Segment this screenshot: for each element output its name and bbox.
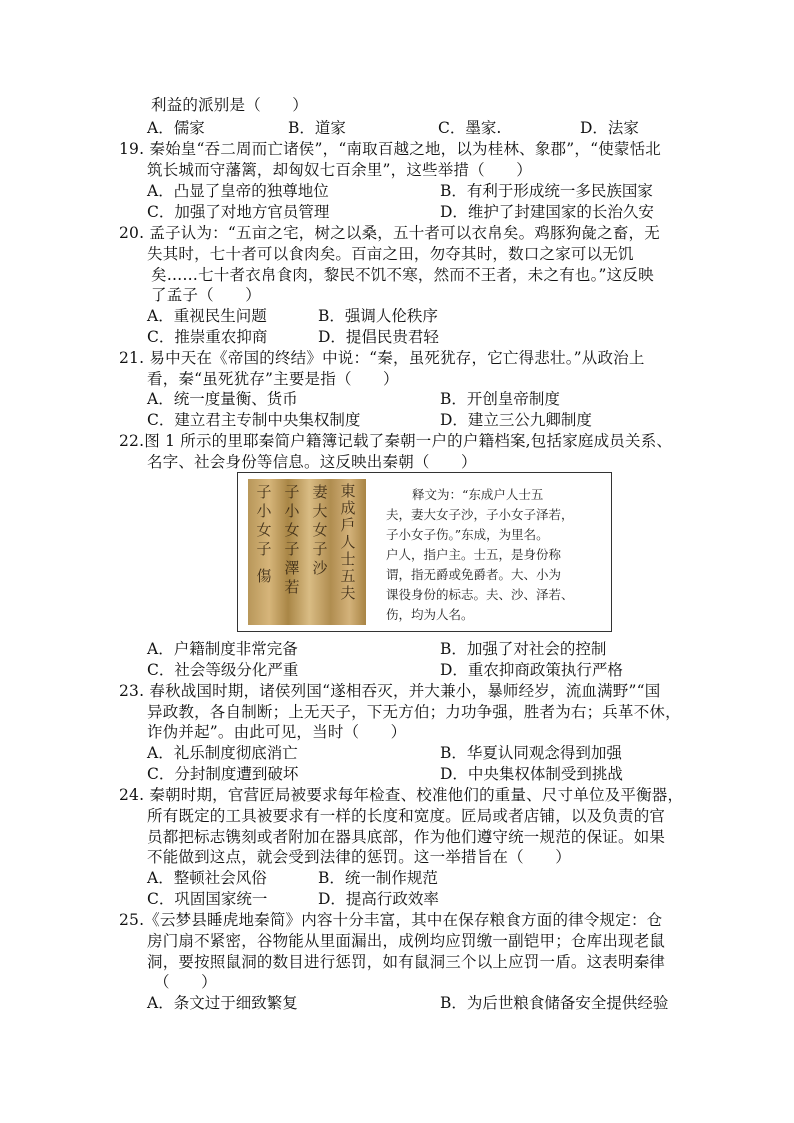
q20-option-b[interactable]: B．强调人伦秩序 [318, 307, 438, 325]
q18-option-a[interactable]: A．儒家 [147, 119, 205, 137]
q22-option-a[interactable]: A．户籍制度非常完备 [147, 640, 298, 658]
q18-option-c[interactable]: C．墨家. [438, 119, 502, 137]
q25-stem-line: 25.《云梦县睡虎地秦简》内容十分丰富，其中在保存粮食方面的律令规定：仓 [119, 911, 663, 929]
q25-option-b[interactable]: B．为后世粮食储备安全提供经验 [440, 994, 669, 1012]
bamboo-slip-photo [248, 479, 366, 625]
slip-column: 子 小 女 子 澤 若 [284, 483, 300, 596]
q18-option-b[interactable]: B．道家 [288, 119, 346, 137]
q22-option-c[interactable]: C．社会等级分化严重 [147, 661, 299, 679]
q25-stem-line: 房门扇不紧密，谷物能从里面漏出，成例均应罚缴一副铠甲；仓库出现老鼠 [147, 932, 666, 950]
slip-column: 妻 大 女 子 沙 [312, 483, 328, 577]
q22-option-b[interactable]: B．加强了对社会的控制 [440, 640, 607, 658]
q21-option-c[interactable]: C．建立君主专制中央集权制度 [147, 411, 361, 429]
q25-stem-line: 洞，要按照鼠洞的数目进行惩罚，如有鼠洞三个以上应罚一盾。这表明秦律 [147, 953, 666, 971]
q24-option-b[interactable]: B．统一制作规范 [318, 869, 438, 887]
q21-stem-line: 21. 易中天在《帝国的终结》中说：“秦，虽死犹存，它亡得悲壮。”从政治上 [119, 349, 645, 367]
q18-option-d[interactable]: D．法家 [580, 119, 639, 137]
q24-option-a[interactable]: A．整顿社会风俗 [147, 869, 267, 887]
q21-option-b[interactable]: B．开创皇帝制度 [440, 390, 560, 408]
q23-option-b[interactable]: B．华夏认同观念得到加强 [440, 744, 622, 762]
q22-stem-line: 22.图 1 所示的里耶秦简户籍簿记载了秦朝一户的户籍档案,包括家庭成员关系、 [119, 432, 673, 450]
q21-option-d[interactable]: D．建立三公九卿制度 [440, 411, 592, 429]
q23-option-a[interactable]: A．礼乐制度彻底消亡 [147, 744, 298, 762]
q24-option-c[interactable]: C．巩固国家统一 [147, 890, 268, 908]
q19-stem-line: 筑长城而守藩篱，却匈奴七百余里”，这些举措（ ） [147, 161, 532, 179]
slip-column: 東 成 戶 人 士 五 夫 [340, 482, 356, 602]
q20-stem-line: 失其时，七十者可以食肉矣。百亩之田，勿夺其时，数口之家可以无饥 [147, 245, 634, 263]
q23-option-c[interactable]: C．分封制度遭到破坏 [147, 765, 299, 783]
q20-option-a[interactable]: A．重视民生问题 [147, 307, 267, 325]
q23-option-d[interactable]: D．中央集权体制受到挑战 [440, 765, 623, 783]
q22-option-d[interactable]: D．重农抑商政策执行严格 [440, 661, 623, 679]
q23-stem-line: 23. 春秋战国时期，诸侯列国“遂相吞灭，并大兼小，暴师经岁，流血满野”“国 [119, 682, 661, 700]
q20-option-c[interactable]: C．推崇重农抑商 [147, 328, 268, 346]
q24-stem-line: 不能做到这点，就会受到法律的惩罚。这一举措旨在（ ） [147, 848, 571, 866]
q19-stem-line: 19. 秦始皇“吞二周而亡诸侯”，“南取百越之地，以为桂林、象郡”，“使蒙恬北 [119, 140, 661, 158]
slip-column: 子 小 女 子 傷 [256, 483, 272, 585]
q20-stem-line: 矣……七十者衣帛食肉，黎民不饥不寒，然而不王者，未之有也。”这反映 [151, 266, 654, 284]
q19-option-b[interactable]: B．有利于形成统一多民族国家 [440, 182, 653, 200]
q18-stem-line: 利益的派别是（ ） [151, 96, 309, 114]
q21-stem-line: 看，秦“虽死犹存”主要是指（ ） [147, 370, 399, 388]
q19-option-a[interactable]: A．凸显了皇帝的独尊地位 [147, 182, 329, 200]
q24-option-d[interactable]: D．提高行政效率 [318, 890, 439, 908]
q25-option-a[interactable]: A．条文过于细致繁复 [147, 994, 298, 1012]
q21-option-a[interactable]: A．统一度量衡、货币 [147, 390, 298, 408]
q20-stem-line: 20. 孟子认为：“五亩之宅，树之以桑，五十者可以衣帛矣。鸡豚狗彘之畜，无 [119, 224, 660, 242]
q24-stem-line: 24. 秦朝时期，官营匠局被要求每年检查、校准他们的重量、尺寸单位及平衡器， [119, 786, 684, 804]
q23-stem-line: 诈伪并起”。由此可见，当时（ ） [147, 723, 407, 741]
q20-stem-line: 了孟子（ ） [151, 286, 261, 304]
q23-stem-line: 异政教，各自制断；上无天子，下无方伯；力功争强，胜者为右；兵革不休， [147, 703, 681, 721]
qin-bamboo-slip-figure [237, 472, 612, 632]
q19-option-c[interactable]: C．加强了对地方官员管理 [147, 203, 330, 221]
q24-stem-line: 所有既定的工具被要求有一样的长度和宽度。匠局或者店铺，以及负责的官 [147, 807, 666, 825]
q25-stem-line: （ ） [154, 973, 217, 991]
q20-option-d[interactable]: D．提倡民贵君轻 [318, 328, 439, 346]
q24-stem-line: 员都把标志镌刻或者附加在器具底部，作为他们遵守统一规范的保证。如果 [147, 828, 666, 846]
q19-option-d[interactable]: D．维护了封建国家的长治久安 [440, 203, 654, 221]
slip-transcription: 释文为：“东成户人士五 夫，妻大女子沙，子小女子泽若， 子小女子伤。”东成，为里名。 户人，指户主。士五，是身份称 谓，指无爵或免爵者。大、小为 课役身份的标志。夫、沙、泽若、 伤，均为人名。 [386, 487, 574, 622]
q22-stem-line: 名字、社会身份等信息。这反映出秦朝（ ） [147, 453, 477, 471]
